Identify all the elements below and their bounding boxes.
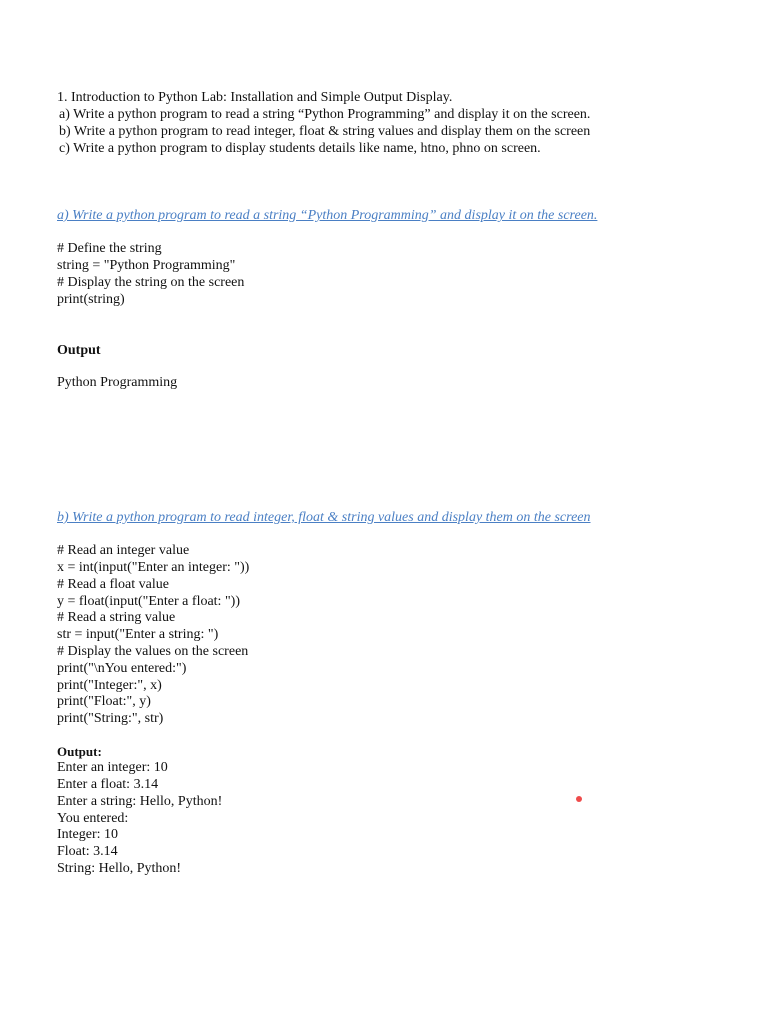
section-b-code-line: # Read a string value [57,610,176,625]
section-a-output-line: Python Programming [57,375,178,390]
section-b-code-line: y = float(input("Enter a float: ")) [57,594,240,609]
section-a-output-label: Output [57,343,101,358]
section-b-output-line: String: Hello, Python! [57,861,182,876]
section-b-code-line: # Read a float value [57,577,169,592]
section-b-output-line: Enter an integer: 10 [57,760,168,775]
section-b-output-line: Enter a string: Hello, Python! [57,794,223,809]
section-b-code-line: x = int(input("Enter an integer: ")) [57,560,250,575]
intro-item-b: b) Write a python program to read integer, float & string values and display them on the screen [59,124,591,139]
section-b-output-label: Output: [57,744,102,759]
section-a-heading-link[interactable]: a) Write a python program to read a string “Python Programming” and display it on the screen. [57,208,598,223]
red-marker-dot [576,796,582,802]
section-b-code-line: print("Float:", y) [57,694,151,709]
section-a-code-line: print(string) [57,292,125,307]
section-b-output-line: Float: 3.14 [57,844,118,859]
section-b-code-line: print("Integer:", x) [57,678,162,693]
section-a-code-line: string = "Python Programming" [57,258,236,273]
intro-item-a: a) Write a python program to read a string “Python Programming” and display it on the screen. [59,107,591,122]
section-b-code-line: print("\nYou entered:") [57,661,187,676]
section-a-code-line: # Display the string on the screen [57,275,245,290]
intro-title: 1. Introduction to Python Lab: Installation and Simple Output Display. [57,90,453,105]
section-b-code-line: # Display the values on the screen [57,644,249,659]
section-b-code-line: print("String:", str) [57,711,164,726]
section-b-output-line: You entered: [57,811,129,826]
intro-item-c: c) Write a python program to display students details like name, htno, phno on screen. [59,141,541,156]
section-b-output-line: Integer: 10 [57,827,119,842]
section-b-code-line: str = input("Enter a string: ") [57,627,219,642]
section-a-code-line: # Define the string [57,241,162,256]
section-b-code-line: # Read an integer value [57,543,190,558]
section-b-heading-link[interactable]: b) Write a python program to read integer, float & string values and display them on the screen [57,510,591,525]
section-b-output-line: Enter a float: 3.14 [57,777,159,792]
